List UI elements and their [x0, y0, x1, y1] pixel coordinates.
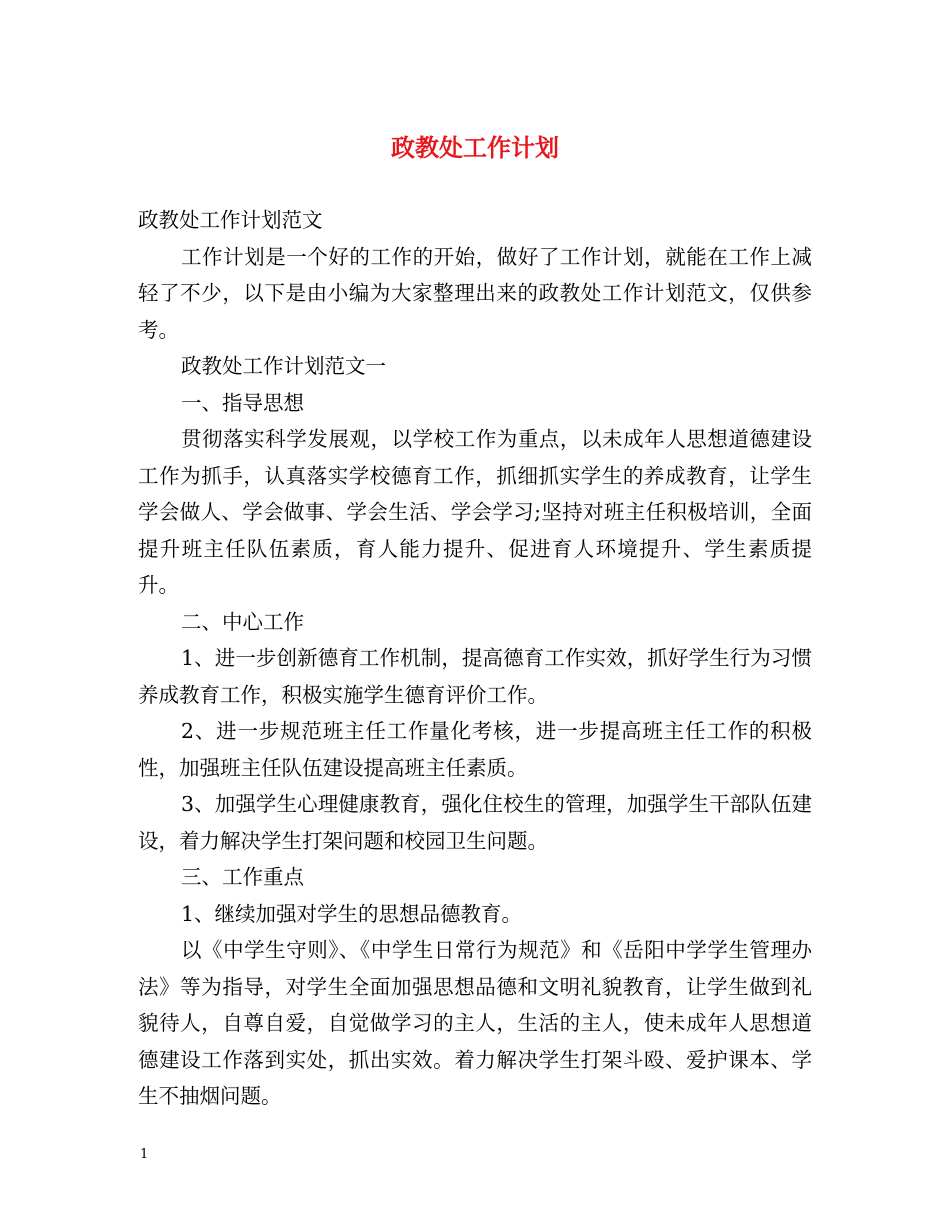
- paragraph-7: 2、进一步规范班主任工作量化考核，进一步提高班主任工作的积极性，加强班主任队伍建设提高班主任素质。: [138, 719, 812, 780]
- paragraph-1: 工作计划是一个好的工作的开始，做好了工作计划，就能在工作上减轻了不少，以下是由小编为大家整理出来的政教处工作计划范文，仅供参考。: [138, 244, 812, 342]
- document-body: [138, 202, 812, 1115]
- paragraph-10: 1、继续加强对学生的思想品德教育。: [181, 901, 523, 926]
- paragraph-8: 3、加强学生心理健康教育，强化住校生的管理，加强学生干部队伍建设，着力解决学生打架问题和校园卫生问题。: [138, 792, 812, 853]
- paragraph-0: 政教处工作计划范文: [138, 208, 323, 232]
- paragraph-5: 二、中心工作: [181, 609, 304, 634]
- document-title: 政教处工作计划: [391, 133, 559, 162]
- paragraph-3: 一、指导思想: [181, 390, 304, 415]
- paragraph-9: 三、工作重点: [181, 865, 304, 889]
- page-number: 1: [140, 1147, 149, 1162]
- paragraph-6: 1、进一步创新德育工作机制，提高德育工作实效，抓好学生行为习惯养成教育工作，积极实施学生德育评价工作。: [138, 646, 812, 707]
- paragraph-11: 以《中学生守则》、《中学生日常行为规范》和《岳阳中学学生管理办法》等为指导，对学生全面加强思想品德和文明礼貌教育，让学生做到礼貌待人，自尊自爱，自觉做学习的主人，生活的主人，使未成年人思想道德建设工作落到实处，抓出实效。着力解决学生打架斗殴、爱护课本、学生不抽烟问题。: [138, 938, 812, 1108]
- paragraph-2: 政教处工作计划范文一: [181, 354, 386, 378]
- paragraph-4: 贯彻落实科学发展观，以学校工作为重点，以未成年人思想道德建设工作为抓手，认真落实学校德育工作，抓细抓实学生的养成教育，让学生学会做人、学会做事、学会生活、学会学习;坚持对班主任积极培训，全面提升班主任队伍素质，育人能力提升、促进育人环境提升、学生素质提升。: [138, 427, 812, 597]
